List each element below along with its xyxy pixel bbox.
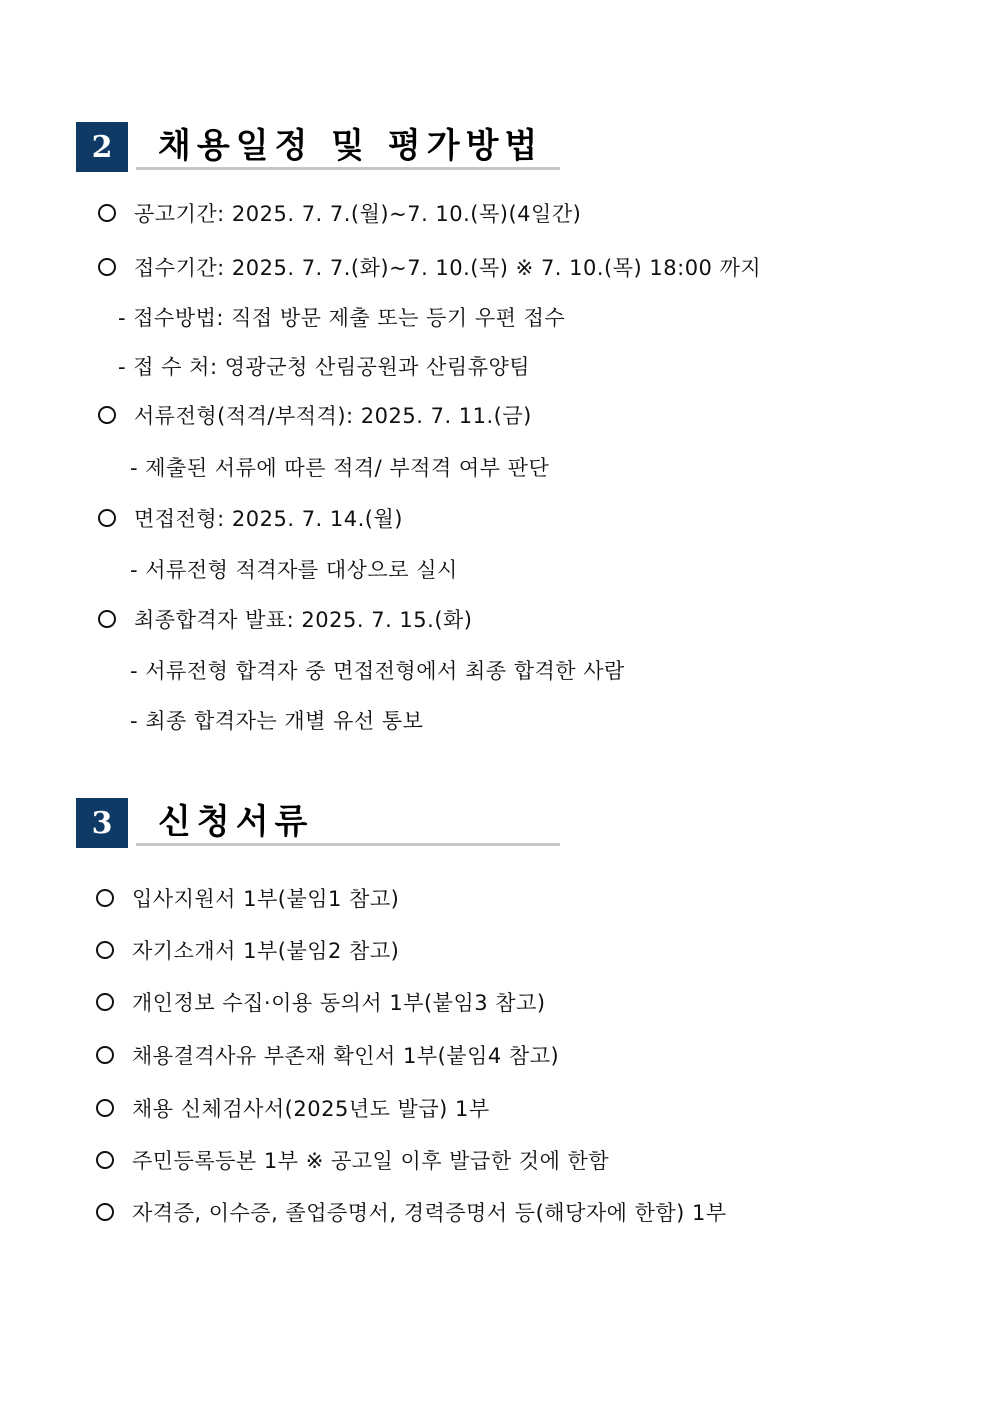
circle-bullet-icon <box>96 1151 114 1169</box>
section-number-badge: 2 <box>76 122 128 172</box>
circle-bullet-icon <box>98 509 116 527</box>
sub-item: - 제출된 서류에 따른 적격/ 부적격 여부 판단 <box>130 456 550 480</box>
list-item: 채용 신체검사서(2025년도 발급) 1부 <box>96 1094 490 1124</box>
list-item: 자격증, 이수증, 졸업증명서, 경력증명서 등(해당자에 한함) 1부 <box>96 1198 727 1228</box>
circle-bullet-icon <box>98 204 116 222</box>
list-item: 최종합격자 발표: 2025. 7. 15.(화) <box>98 605 473 635</box>
section-title: 채용일정 및 평가방법 <box>158 126 544 166</box>
circle-bullet-icon <box>98 610 116 628</box>
section-underline <box>136 167 560 170</box>
list-item: 개인정보 수집·이용 동의서 1부(붙임3 참고) <box>96 988 546 1018</box>
circle-bullet-icon <box>96 941 114 959</box>
section-3-header <box>76 798 566 848</box>
circle-bullet-icon <box>98 258 116 276</box>
list-item: 면접전형: 2025. 7. 14.(월) <box>98 504 403 534</box>
section-number-badge: 3 <box>76 798 128 848</box>
list-item: 주민등록등본 1부 ※ 공고일 이후 발급한 것에 한함 <box>96 1146 609 1176</box>
circle-bullet-icon <box>98 406 116 424</box>
list-item: 서류전형(적격/부적격): 2025. 7. 11.(금) <box>98 401 532 431</box>
sub-item: - 접수방법: 직접 방문 제출 또는 등기 우편 접수 <box>118 306 566 330</box>
restriction-note: ※ 공고일 이후 발급한 것에 한함 <box>305 1149 610 1173</box>
circle-bullet-icon <box>96 1099 114 1117</box>
deadline-note: ※ 7. 10.(목) 18:00 까지 <box>515 256 762 280</box>
sub-item: - 서류전형 적격자를 대상으로 실시 <box>130 558 458 582</box>
sub-item: - 서류전형 합격자 중 면접전형에서 최종 합격한 사람 <box>130 659 625 683</box>
circle-bullet-icon <box>96 1203 114 1221</box>
section-2-header <box>76 122 566 172</box>
sub-item: - 최종 합격자는 개별 유선 통보 <box>130 709 424 733</box>
list-item: 채용결격사유 부존재 확인서 1부(붙임4 참고) <box>96 1041 559 1071</box>
circle-bullet-icon <box>96 1046 114 1064</box>
section-underline <box>136 843 560 846</box>
list-item: 자기소개서 1부(붙임2 참고) <box>96 936 399 966</box>
list-item: 접수기간: 2025. 7. 7.(화)~7. 10.(목) ※ 7. 10.(목) 18:00 까지 <box>98 253 761 283</box>
sub-item: - 접 수 처: 영광군청 산림공원과 산림휴양팀 <box>118 355 531 379</box>
section-title: 신청서류 <box>158 802 314 842</box>
circle-bullet-icon <box>96 993 114 1011</box>
circle-bullet-icon <box>96 889 114 907</box>
list-item: 공고기간: 2025. 7. 7.(월)~7. 10.(목)(4일간) <box>98 199 581 229</box>
list-item: 입사지원서 1부(붙임1 참고) <box>96 884 399 914</box>
